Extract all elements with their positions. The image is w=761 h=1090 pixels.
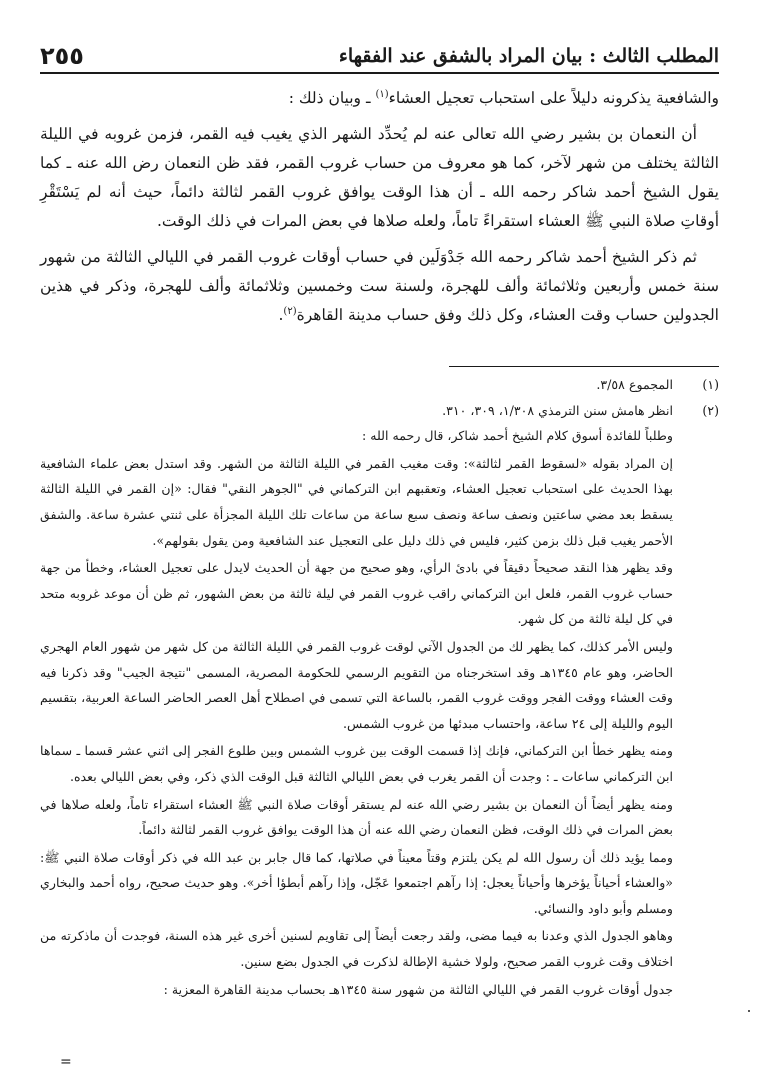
footnote-paragraph: وليس الأمر كذلك، كما يظهر لك من الجدول الآتي لوقت غروب القمر في الليلة الثالثة من كل شهر من شهور العام الهجري الحاضر، وهو عام ١٣٤٥هـ وقد استخرجناه من التقويم الرسمي للحكومة المصرية، المسمى "نتيجة الجيب" وقد ذكرنا فيه وقت العشاء ووقت الفجر ووقت غروب القمر، بالساعة التي تسمى في اصطلاح أهل العصر الحاضر الساعة العربية، بتقسيم اليوم والليلة إلى ٢٤ ساعة، واحتساب مبدئها من غروب الشمس.: [40, 638, 674, 731]
footnote-ref-2[interactable]: (٢): [283, 305, 297, 317]
body-paragraph-1: أن النعمان بن بشير رضي الله تعالى عنه لم يُحدِّد الشهر الذي يغيب فيه القمر، فزمن غروبه في الليلة الثالثة يختلف من شهر لآخر، كما هو معروف من حساب غروب القمر، فقد ظن النعمان رض الله عنه ـ كما يقول الشيخ أحمد شاكر رحمه الله ـ أن هذا الوقت يوافق غروب القمر لثالثة دائماً، حيث أنه لم يَسْتَقْرِ أوقاتِ صلاة النبي ﷺ العشاء استقراءً تاماً، ولعله صلاها في بعض المرات في ذلك الوقت.: [40, 125, 719, 230]
footnote-mark: (٢): [702, 402, 719, 418]
footnote-paragraph: وقد يظهر هذا النقد صحيحاً دقيقاً في بادئ الرأي، وهو صحيح من جهة أن الحديث لايدل على تعجيل العشاء، وخطأ من جهة حساب غروب القمر، فلعل ابن التركماني راقب غروب القمر في ليلة ثالثة من بعض الشهور، ثم ظن أن موعد غروبه متحد في كل ليلة ثالثة من كل شهر.: [40, 560, 673, 627]
footnote-text: المجموع ٣/٥٨.: [596, 377, 673, 392]
body-paragraph-2: ثم ذكر الشيخ أحمد شاكر رحمه الله جَدْوَلَين في حساب أوقات غروب القمر في الليالي الثالثة من شهور سنة خمس وأربعين وثلاثمائة وألف للهجرة، ولسنة ست وخمسين وثلاثمائة وألف للهجرة، وذكر في هذين الجدولين حساب وقت العشاء، وكل ذلك وفق حساب مدينة القاهرة$^{(٢)}$.: [40, 248, 719, 324]
footnote-2-body: [40, 423, 719, 1002]
footnote-paragraph: جدول أوقات غروب القمر في الليالي الثالثة من شهور سنة ١٣٤٥هـ بحساب مدينة القاهرة المعزية :: [163, 981, 673, 997]
footnote-paragraph: ومنه يظهر أيضاً أن النعمان بن بشير رضي الله عنه لم يستقر أوقات صلاة النبي ﷺ العشاء استقراء تاماً، ولعله صلاها في بعض المرات في ذلك الوقت، فظن النعمان رضي الله عنه أن هذا الوقت يوافق غروب القمر لثالثة دائماً.: [40, 796, 673, 838]
footnote-paragraph: ومما يؤيد ذلك أن رسول الله لم يكن يلتزم وقتاً معيناً في صلاتها، كما قال جابر بن عبد الله في ذكر أوقات صلاة النبي ﷺ: «والعشاء أحياناً يؤخرها وأحياناً يعجل: إذا رآهم اجتمعوا عَجّل، وإذا رآهم أبطؤا أخر». وهو حديث صحيح، رواه أحمد والبخاري ومسلم وأبو داود والنسائي.: [40, 849, 673, 916]
footnote-separator: [449, 366, 719, 367]
footnote-mark: (١): [702, 377, 719, 392]
footnote-paragraph: وهاهو الجدول الذي وعدنا به فيما مضى، ولقد رجعت أيضاً إلى تقاويم لسنين أخرى غير هذه السنة، فوجدت أن ماذكرته من اختلاف وقت غروب القمر صحيح، ولولا خشية الإطالة لذكرت في الجدول بضع سنين.: [40, 928, 673, 970]
running-title: المطلب الثالث : بيان المراد بالشفق عند الفقهاء: [338, 45, 719, 67]
footnote-2: [40, 398, 719, 424]
footnotes: [40, 372, 719, 1004]
footnote-paragraph: ومنه يظهر خطأ ابن التركماني، فإنك إذا قسمت الوقت بين غروب الشمس وبين طلوع الفجر إلى اثني عشر قسما ـ سماها ابن التركماني ساعات ـ : وجدت أن القمر يغرب في بعض الليالي الثالثة قبل الوقت الذي ذكر، وفي بعض الليالي بعده.: [40, 743, 673, 784]
footnote-paragraph: وطلباً للفائدة أسوق كلام الشيخ أحمد شاكر، قال رحمه الله :: [362, 428, 673, 444]
continuation-mark: =: [60, 1054, 72, 1070]
footnote-1: [40, 372, 719, 398]
page-header: [40, 38, 719, 74]
footnote-ref-1[interactable]: (١): [375, 88, 389, 100]
intro-paragraph: والشافعية يذكرونه دليلاً على استحباب تعجيل العشاء$^{(١)}$ ـ وبيان ذلك :: [288, 88, 719, 107]
footnote-paragraph: إن المراد بقوله «لسقوط القمر لثالثة»: وقت مغيب القمر في الليلة الثالثة من الشهر. وقد استدل بعض علماء الشافعية بهذا الحديث على استحباب تعجيل العشاء، وتعقبهم ابن التركماني في "الجوهر النقي" فقال: «إن القمر في الليلة الثالثة يسقط بعد مضي ساعتين ونصف ساعة ونصف سبع ساعة من ساعات تلك الليلة المجزأة على ثنتي عشرة ساعة. والشفق الأحمر يغيب قبل ذلك بزمن كثير، فليس في ذلك دليل على التعجيل عند الشافعية ومن يقول بقولهم».: [40, 455, 673, 548]
main-text: [40, 84, 719, 337]
page-number: ٢٥٥: [40, 42, 84, 70]
footnote-text: انظر هامش سنن الترمذي ١/٣٠٨، ٣٠٩، ٣١٠.: [442, 402, 673, 418]
margin-dot: [748, 1010, 750, 1012]
